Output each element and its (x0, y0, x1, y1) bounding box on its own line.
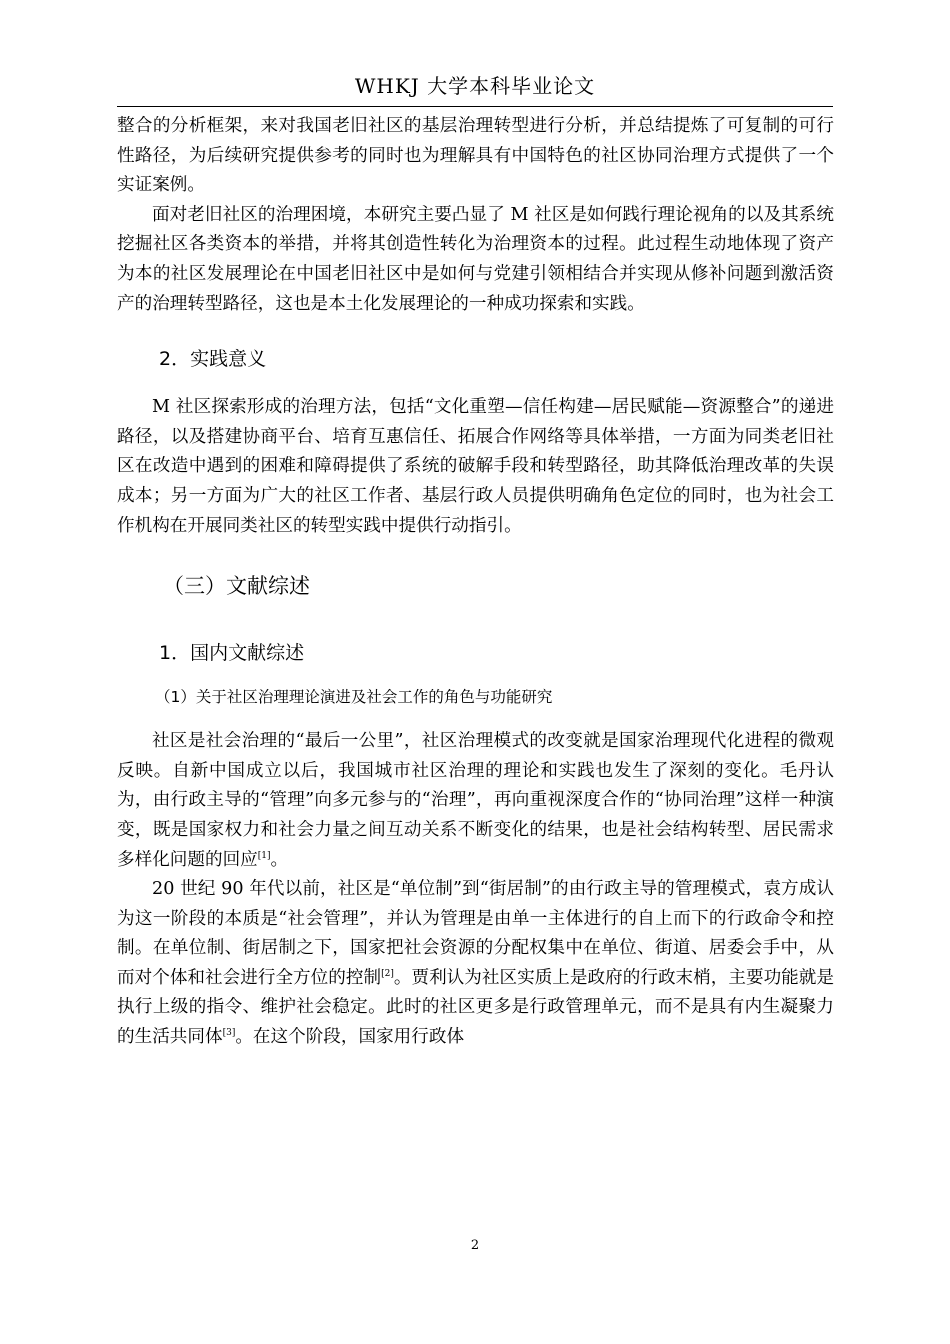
header-rule (117, 106, 833, 107)
heading-practice-significance: 2．实践意义 (159, 348, 267, 371)
heading-subsection-1: （1）关于社区治理理论演进及社会工作的角色与功能研究 (155, 688, 553, 707)
paragraph-5-part-b: 。贾利认为社区实质上是政府的行政末梢，主要功能就是执行上级的指令、维护社会稳定。此时的社区更多是行政管理单元，而不是具有内生凝聚力的生活共同体 (117, 967, 834, 1048)
page-number: 2 (470, 1238, 480, 1253)
paragraph-3: M 社区探索形成的治理方法，包括“文化重塑—信任构建—居民赋能—资源整合”的递进路径，以及搭建协商平台、培育互惠信任、拓展合作网络等具体举措，一方面为同类老旧社区在改造中遇到的困难和障碍提供了系统的破解手段和转型路径，助其降低治理改革的失误成本；另一方面为广大的社区工作者、基层行政人员提供明确角色定位的同时，也为社会工作机构在开展同类社区的转型实践中提供行动指引。 (117, 397, 834, 536)
paragraph-1: 整合的分析框架，来对我国老旧社区的基层治理转型进行分析，并总结提炼了可复制的可行性路径，为后续研究提供参考的同时也为理解具有中国特色的社区协同治理方式提供了一个实证案例。 (117, 116, 834, 196)
paragraph-2: 面对老旧社区的治理困境，本研究主要凸显了 M 社区是如何践行理论视角的以及其系统挖掘社区各类资本的举措，并将其创造性转化为治理资本的过程。此过程生动地体现了资产为本的社区发展理论在中国老旧社区中是如何与党建引领相结合并实现从修补问题到激活资产的治理转型路径，这也是本土化发展理论的一种成功探索和实践。 (117, 204, 834, 314)
paragraph-4-end: 。 (270, 849, 289, 870)
paragraph-5-part-a: 20 世纪 90 年代以前，社区是“单位制”到“街居制”的由行政主导的管理模式，袁方成认为这一阶段的本质是“社会管理”，并认为管理是由单一主体进行的自上而下的行政命令和控制。在单位制、街居制之下，国家把社会资源的分配权集中在单位、街道、居委会手中，从而对个体和社会进行全方位的控制 (117, 879, 834, 988)
citation-3: [3] (222, 1028, 236, 1039)
page-body (117, 112, 834, 1053)
page-header: WHKJ 大学本科毕业论文 (354, 74, 596, 98)
paragraph-4 (117, 727, 834, 875)
heading-literature-review: （三）文献综述 (163, 574, 310, 599)
heading-domestic-review: 1．国内文献综述 (159, 642, 305, 665)
paragraph-5 (117, 875, 834, 1053)
paragraph-4-text: 社区是社会治理的“最后一公里”，社区治理模式的改变就是国家治理现代化进程的微观反映。自新中国成立以后，我国城市社区治理的理论和实践也发生了深刻的变化。毛丹认为，由行政主导的“管理”向多元参与的“治理”，再向重视深度合作的“协同治理”这样一种演变，既是国家权力和社会力量之间互动关系不断变化的结果，也是社会结构转型、居民需求多样化问题的回应 (117, 731, 834, 870)
paragraph-5-part-c: 。在这个阶段，国家用行政体 (235, 1027, 465, 1048)
citation-1: [1] (257, 850, 271, 861)
citation-2: [2] (381, 968, 394, 979)
